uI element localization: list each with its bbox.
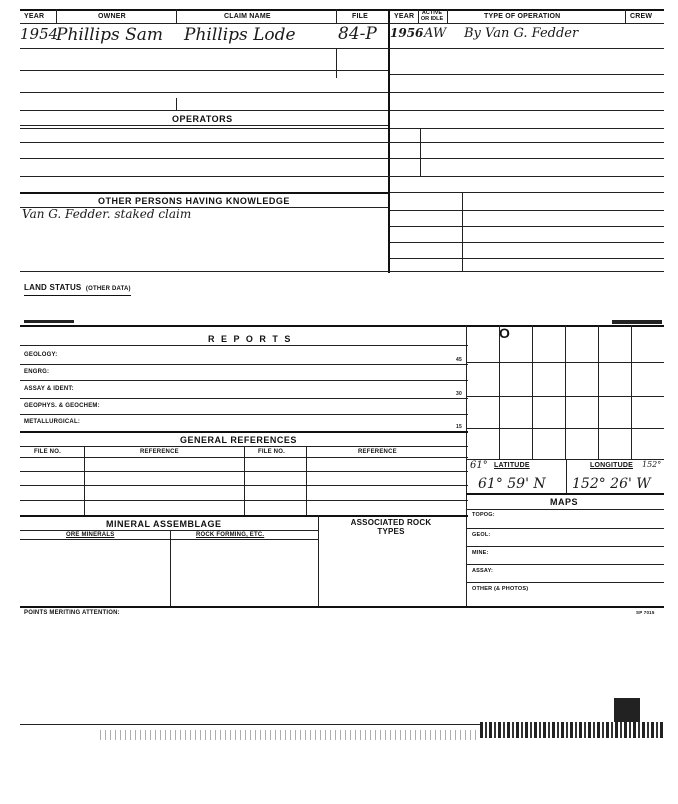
header-crew: CREW [630,13,653,20]
maps-other: OTHER (& PHOTOS) [472,586,529,592]
land-status-title: LAND STATUS [24,283,82,292]
general-references-title: GENERAL REFERENCES [180,435,297,445]
entry-op-year: 1956 [390,26,424,40]
associated-rock-types-title: ASSOCIATED ROCK TYPES [350,518,432,536]
ref-reference-1: REFERENCE [140,449,179,455]
maps-mine: MINE: [472,550,489,556]
ref-reference-2: REFERENCE [358,449,397,455]
form-number: SP 7015 [636,610,655,615]
latitude-value: 61° 59' N [478,476,546,492]
header-claim-name: CLAIM NAME [224,13,271,20]
scan-noise-band [480,722,664,738]
report-15: 15 [456,424,462,430]
report-30: 30 [456,391,462,397]
ref-file-no-2: FILE NO. [258,449,285,455]
entry-year: 1954 [20,25,59,43]
header-year: YEAR [24,13,45,20]
other-persons-entry: Van G. Fedder. staked claim [22,207,192,221]
longitude-value: 152° 26' W [572,476,651,492]
entry-status: AW [424,26,447,41]
location-circle-mark: O [499,325,510,341]
maps-geol: GEOL: [472,532,491,538]
ore-minerals-label: ORE MINERALS [66,532,115,538]
scan-block [614,698,640,724]
latitude-prefix: 61° [470,460,488,471]
latitude-label: LATITUDE [494,462,530,469]
entry-file: 84-P [338,24,377,44]
maps-title: MAPS [550,497,579,507]
ref-file-no-1: FILE NO. [34,449,61,455]
report-geology: GEOLOGY: [24,352,58,358]
reports-title: R E P O R T S [208,334,293,344]
entry-claim-name: Phillips Lode [184,25,296,45]
entry-type-of-operation: By Van G. Fedder [464,26,579,41]
report-metallurgical: METALLURGICAL: [24,419,81,425]
longitude-prefix: 152° [642,460,662,469]
other-persons-title: OTHER PERSONS HAVING KNOWLEDGE [98,196,290,206]
report-assay: ASSAY & IDENT: [24,386,74,392]
report-geophys: GEOPHYS. & GEOCHEM: [24,403,100,409]
maps-topog: TOPOG: [472,512,495,518]
top-border [20,9,664,11]
scan-noise-faint [100,730,480,740]
entry-owner: Phillips Sam [56,25,164,45]
longitude-label: LONGITUDE [590,462,634,469]
header-type-of-operation: TYPE OF OPERATION [484,13,561,20]
report-engrg: ENGRG: [24,369,50,375]
report-45: 45 [456,357,462,363]
header-file: FILE [352,13,368,20]
points-meriting-attention: POINTS MERITING ATTENTION: [24,610,120,616]
header-active-or-idle: ACTIVE OR IDLE [420,10,444,22]
maps-assay: ASSAY: [472,568,494,574]
operators-title: OPERATORS [172,114,233,124]
header-op-year: YEAR [394,13,415,20]
header-owner: OWNER [98,13,126,20]
land-status-heading [24,277,131,296]
rock-forming-label: ROCK FORMING, ETC. [196,532,265,538]
land-status-note: (OTHER DATA) [85,286,131,292]
mineral-assemblage-title: MINERAL ASSEMBLAGE [106,519,222,529]
